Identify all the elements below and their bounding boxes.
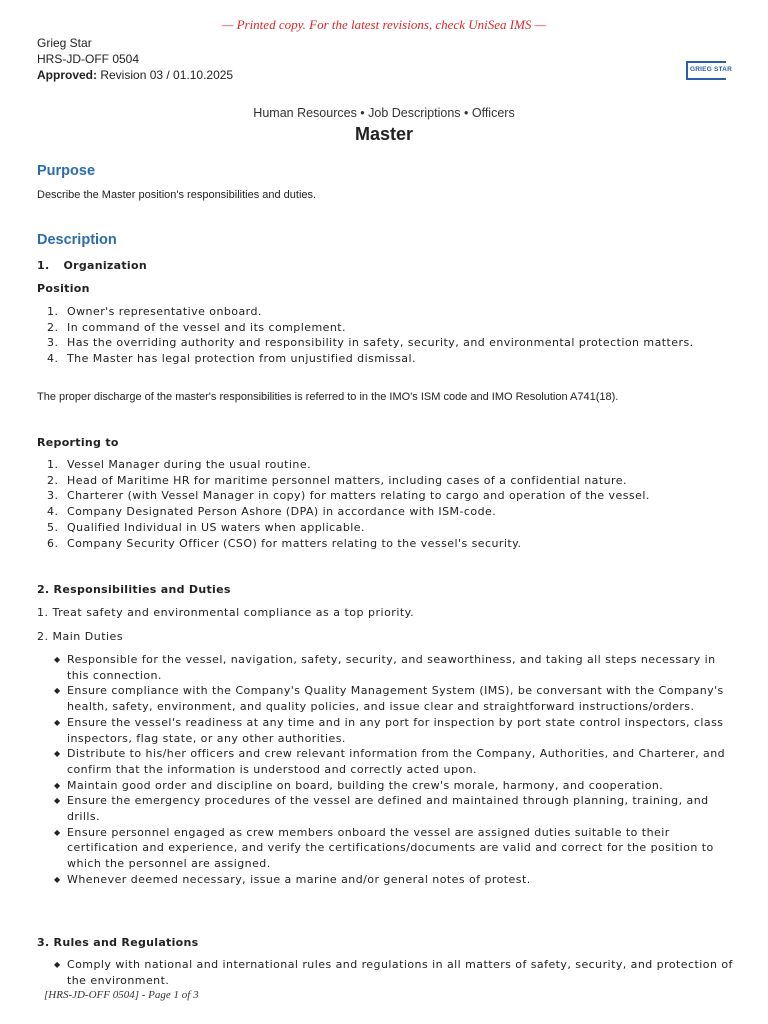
list-item: 4. Company Designated Person Ashore (DPA) in accordance with ISM-code. — [47, 505, 497, 519]
list-item: ◆ Maintain good order and discipline on board, building the crew's morale, harmony, and cooperation. — [54, 778, 664, 792]
list-item: ◆ Whenever deemed necessary, issue a marine and/or general notes of protest. — [54, 872, 531, 886]
list-item: ◆ Ensure the emergency procedures of the vessel are defined and maintained through planning, training, and drills. — [54, 794, 709, 824]
position-heading: Position — [37, 282, 90, 295]
approval-line — [37, 67, 233, 83]
grieg-star-logo — [686, 61, 730, 83]
main-duties-label: 2. Main Duties — [37, 630, 124, 643]
list-item: 1. Vessel Manager during the usual routine. — [47, 458, 312, 471]
printed-copy-banner: — Printed copy. For the latest revisions, check UniSea IMS — — [221, 17, 547, 32]
organization-number: 1. — [37, 259, 50, 272]
reporting-list — [37, 457, 737, 551]
logo-text: GRIEG STAR — [690, 66, 732, 73]
organization-title: Organization — [63, 259, 147, 272]
revision-text: Revision 03 / 01.10.2025 — [100, 68, 234, 82]
description-heading: Description — [37, 232, 117, 248]
breadcrumb: Human Resources • Job Descriptions • Officers — [253, 106, 515, 120]
document-meta — [37, 35, 233, 83]
list-item: ◆ Comply with national and international rules and regulations in all matters of safety, security, and protection of the environment. — [54, 958, 733, 987]
list-item: 5. Qualified Individual in US waters when applicable. — [47, 520, 365, 534]
list-item: ◆ Distribute to his/her officers and crew relevant information from the Company, Authorities, and Charterer, and confirm that the information is understood and correctly acted upon. — [54, 747, 726, 776]
priority-line: 1. Treat safety and environmental compliance as a top priority. — [37, 606, 415, 619]
company-name: Grieg Star — [37, 36, 92, 50]
list-item: ◆ Ensure compliance with the Company's Quality Management System (IMS), be conversant with the Company's health, safety, environment, and quality policies, and issue clear and straightforward instructions/orders. — [54, 684, 724, 714]
purpose-heading: Purpose — [37, 163, 96, 179]
list-item: 4. The Master has legal protection from unjustified dismissal. — [47, 352, 416, 366]
rules-list — [37, 957, 737, 988]
page-footer: [HRS-JD-OFF 0504] - Page 1 of 3 — [44, 989, 199, 1001]
list-item: ◆ Responsible for the vessel, navigation, safety, security, and seaworthiness, and taking all steps necessary in this connection. — [54, 653, 716, 682]
list-item: 6. Company Security Officer (CSO) for matters relating to the vessel's security. — [47, 536, 522, 550]
responsibilities-heading: 2. Responsibilities and Duties — [37, 583, 231, 596]
rules-heading: 3. Rules and Regulations — [37, 936, 199, 949]
list-item: 2. Head of Maritime HR for maritime personnel matters, including cases of a confidential nature. — [47, 473, 627, 487]
main-duties-list — [37, 652, 737, 888]
list-item: 3. Has the overriding authority and responsibility in safety, security, and environmental protection matters. — [47, 336, 694, 350]
document-code: HRS-JD-OFF 0504 — [37, 52, 140, 66]
purpose-text: Describe the Master position's responsibilities and duties. — [37, 189, 317, 201]
reporting-heading: Reporting to — [37, 436, 119, 449]
position-note: The proper discharge of the master's responsibilities is referred to in the IMO's ISM code and IMO Resolution A741(18). — [37, 391, 619, 403]
list-item: ◆ Ensure the vessel's readiness at any time and in any port for inspection by port state control inspectors, class inspectors, flag state, or any other authorities. — [54, 715, 724, 745]
list-item: 3. Charterer (with Vessel Manager in copy) for matters relating to cargo and operation of the vessel. — [47, 489, 650, 503]
list-item: ◆ Ensure personnel engaged as crew members onboard the vessel are assigned duties suitable to their certification and experience, and verify the certifications/documents are valid and correct for the position to which the personnel are assigned. — [54, 825, 714, 871]
list-item: 1. Owner's representative onboard. — [47, 305, 262, 318]
organization-heading — [37, 259, 147, 272]
list-item: 2. In command of the vessel and its complement. — [47, 320, 346, 334]
approved-label: Approved: — [37, 68, 97, 82]
page-title: Master — [354, 124, 414, 144]
position-list — [37, 304, 737, 367]
